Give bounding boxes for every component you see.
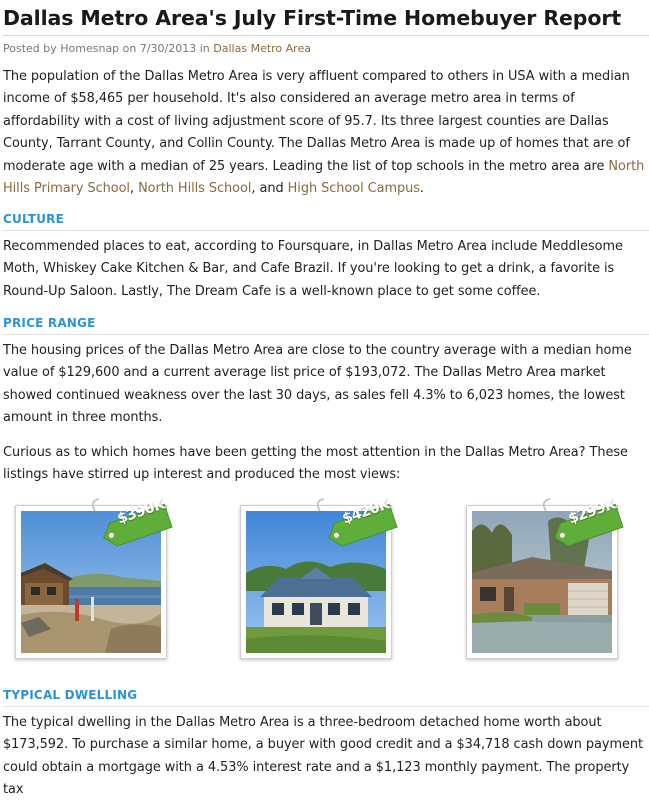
- listing-card-1[interactable]: [15, 496, 167, 659]
- typical-dwelling-heading: TYPICAL DWELLING: [3, 688, 138, 702]
- school-link-high-school-campus[interactable]: High School Campus: [287, 181, 420, 197]
- price-tag-2: [310, 493, 406, 547]
- posted-by-text: Posted by Homesnap on 7/30/2013 in: [3, 42, 214, 55]
- title-divider: [3, 35, 649, 36]
- culture-divider: [3, 230, 649, 231]
- price-label-2: $420K: [340, 496, 392, 528]
- intro-end: .: [419, 181, 424, 197]
- curious-paragraph: Curious as to which homes have been getting the most attention in the Dallas Metro Area? These listings have stirred up interest and produced the most views:: [3, 445, 628, 483]
- price-label-1: $390K: [115, 496, 167, 528]
- price-range-divider: [3, 334, 649, 335]
- price-range-paragraph: The housing prices of the Dallas Metro Area are close to the country average with a median home value of $129,600 and a current average list price of $193,072. The Dallas Metro Area market showed continued weakness over the last 30 days, as sales fell 4.3% to 6,023 homes, the lowest amount in three months.: [3, 343, 632, 426]
- intro-sep-1: ,: [129, 181, 139, 197]
- listing-card-2[interactable]: [240, 496, 392, 659]
- intro-paragraph: [3, 66, 649, 200]
- typical-dwelling-paragraph: The typical dwelling in the Dallas Metro Area is a three-bedroom detached home worth about $173,592. To purchase a similar home, a buyer with good credit and a $34,718 cash down payment could obtain a mortgage with a 4.53% interest rate and a $1,123 monthly payment. The property tax: [3, 715, 643, 798]
- post-meta: [3, 42, 311, 55]
- article-title[interactable]: Dallas Metro Area's July First-Time Homebuyer Report: [3, 6, 622, 30]
- intro-sep-2: , and: [251, 181, 288, 197]
- school-link-north-hills[interactable]: North Hills School: [138, 181, 252, 197]
- school-link-north-hills-primary[interactable]: North Hills Primary School: [3, 158, 645, 197]
- listing-card-3[interactable]: [466, 496, 618, 659]
- culture-paragraph: Recommended places to eat, according to Foursquare, in Dallas Metro Area include Meddlesome Moth, Whiskey Cake Kitchen & Bar, and Cafe Brazil. If you're looking to get a drink, a favorite is Round-Up Saloon. Lastly, The Dream Cafe is a well-known place to get some coffee.: [3, 239, 623, 299]
- intro-text: The population of the Dallas Metro Area is very affluent compared to others in USA with a median income of $58,465 per household. It's also considered an average metro area in terms of affordability with a cost of living adjustment score of 95.7. Its three largest counties are Dallas County, Tarrant County, and Collin County. The Dallas Metro Area is made up of homes that are of moderate age with a median of 25 years. Leading the list of top schools in the metro area are: [3, 69, 630, 174]
- price-tag-1: [85, 493, 181, 547]
- price-range-heading: PRICE RANGE: [3, 316, 96, 330]
- price-label-3: $299K: [566, 496, 618, 528]
- typical-dwelling-divider: [3, 706, 649, 707]
- price-tag-3: [536, 493, 632, 547]
- culture-heading: CULTURE: [3, 212, 64, 226]
- category-link[interactable]: Dallas Metro Area: [213, 42, 311, 55]
